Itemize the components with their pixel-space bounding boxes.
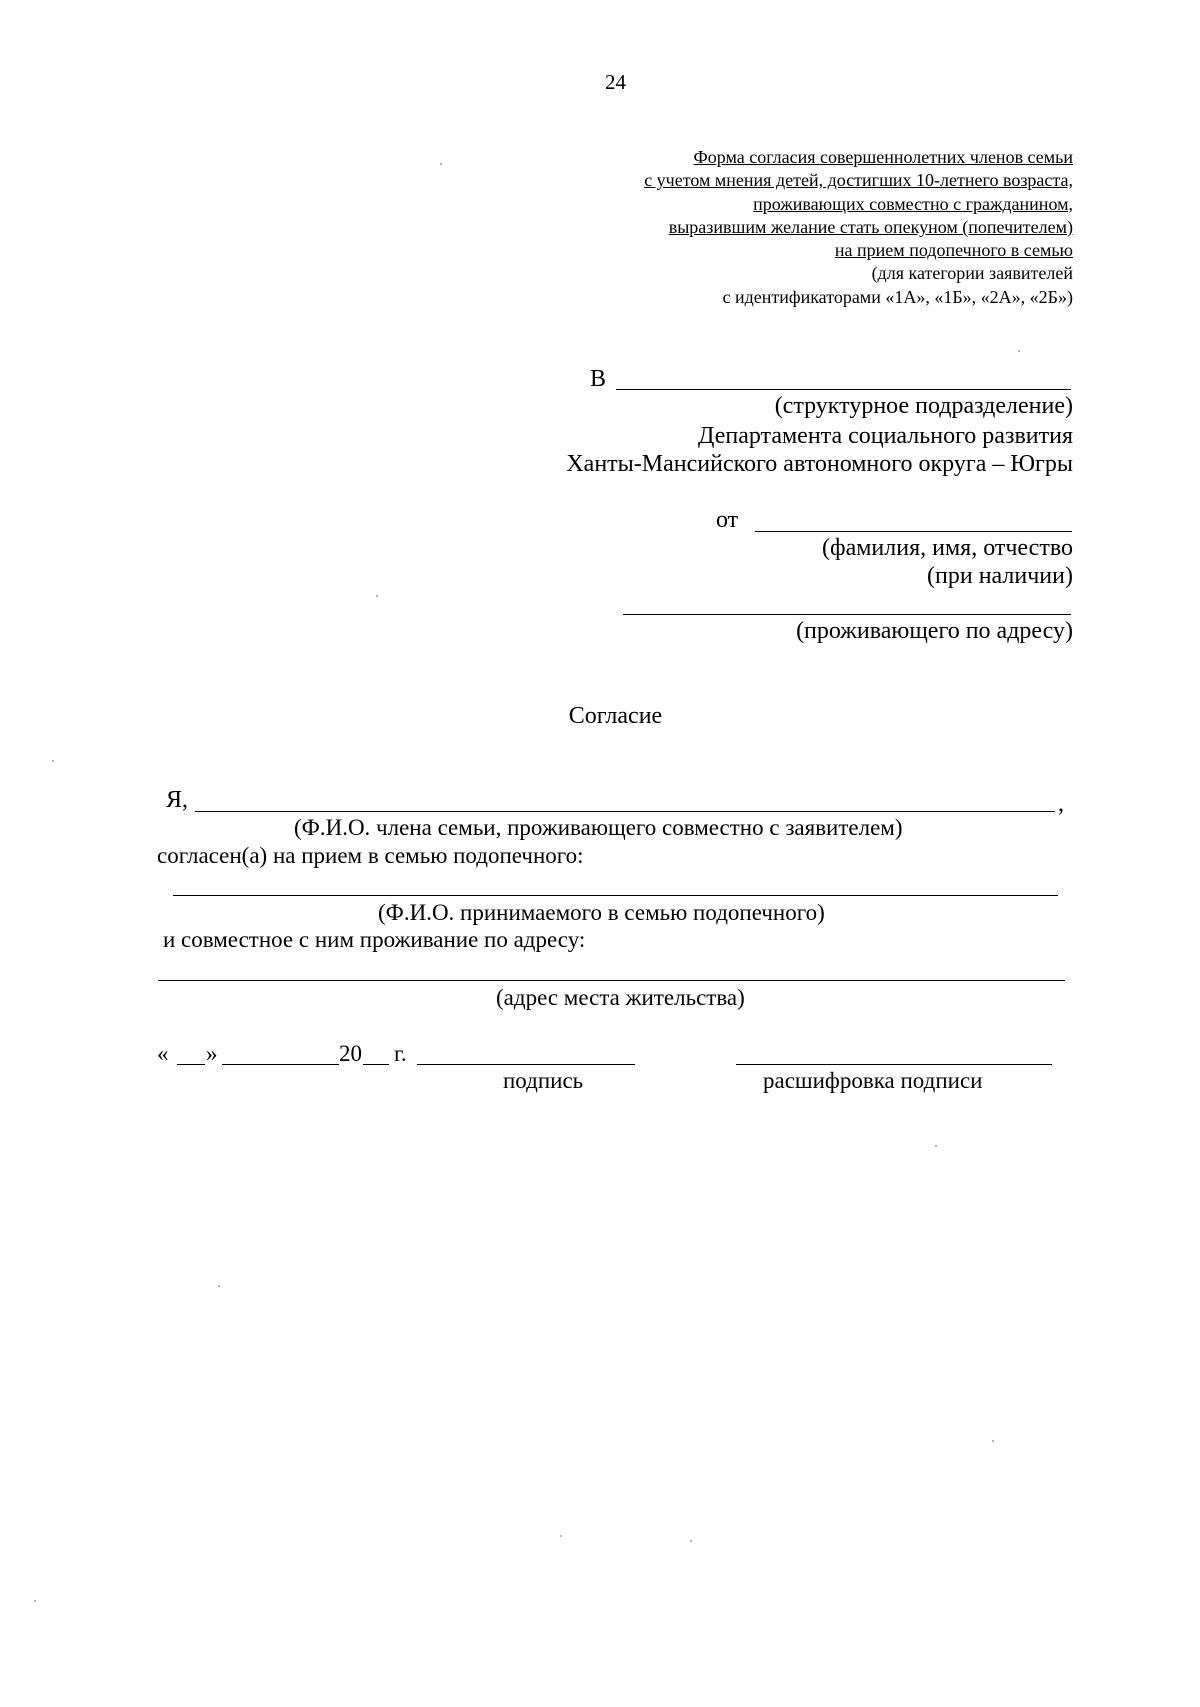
date-day-field[interactable] — [177, 1064, 205, 1065]
to-department-field[interactable] — [616, 389, 1071, 390]
address-caption: (адрес места жительства) — [496, 985, 745, 1010]
address-caption: (проживающего по адресу) — [796, 618, 1073, 644]
address-field[interactable] — [158, 980, 1065, 981]
document-title: Согласие — [568, 703, 663, 729]
form-title-line: выразившим желание стать опекуном (попечителем) — [668, 216, 1073, 237]
department-line: Департамента социального развития — [698, 423, 1073, 449]
signature-decoding-field[interactable] — [736, 1064, 1052, 1065]
scan-speck — [52, 760, 54, 762]
date-year-field[interactable] — [363, 1064, 389, 1065]
department-line: Ханты-Мансийского автономного округа – Югры — [566, 451, 1073, 477]
scan-speck — [690, 1540, 692, 1542]
scan-speck — [560, 1535, 562, 1537]
cohabitation-text: и совместное с ним проживание по адресу: — [163, 927, 586, 952]
form-title-line: Форма согласия совершеннолетних членов семьи — [693, 147, 1073, 167]
form-title — [644, 146, 1073, 309]
year-prefix: 20 — [339, 1041, 362, 1066]
to-prefix: В — [590, 366, 607, 392]
i-prefix: Я, — [166, 787, 189, 813]
form-title-line: проживающих совместно с гражданином, — [753, 193, 1073, 214]
from-caption: (фамилия, имя, отчество — [822, 535, 1073, 561]
date-month-field[interactable] — [222, 1064, 339, 1065]
scan-speck — [218, 1285, 220, 1287]
page-number: 24 — [605, 70, 626, 94]
member-name-field[interactable] — [195, 811, 1055, 812]
ward-caption: (Ф.И.О. принимаемого в семью подопечного) — [378, 900, 825, 925]
date-open-quote: « — [157, 1041, 169, 1066]
signature-caption: подпись — [503, 1068, 584, 1093]
date-close-quote: » — [206, 1041, 218, 1066]
form-category-line: (для категории заявителей — [871, 263, 1073, 284]
scan-speck — [376, 595, 378, 597]
signature-field[interactable] — [417, 1064, 635, 1065]
scan-speck — [440, 163, 442, 165]
form-title-line: на прием подопечного в семью — [834, 240, 1073, 261]
form-category-line: с идентификаторами «1А», «1Б», «2А», «2Б») — [722, 286, 1073, 307]
from-address-field[interactable] — [623, 614, 1071, 615]
decoding-caption: расшифровка подписи — [763, 1068, 983, 1093]
member-caption: (Ф.И.О. члена семьи, проживающего совместно с заявителем) — [294, 815, 903, 840]
i-suffix: , — [1058, 791, 1064, 817]
from-caption: (при наличии) — [927, 563, 1073, 589]
scan-speck — [34, 1600, 36, 1602]
consent-text: согласен(а) на прием в семью подопечного: — [157, 843, 584, 868]
scan-speck — [1018, 350, 1020, 352]
scan-speck — [935, 1145, 937, 1147]
year-suffix: г. — [394, 1041, 407, 1066]
form-title-line: с учетом мнения детей, достигших 10-летнего возраста, — [644, 170, 1073, 191]
scan-speck — [992, 1440, 994, 1442]
from-prefix: от — [716, 507, 739, 533]
ward-name-field[interactable] — [173, 895, 1058, 896]
from-name-field[interactable] — [755, 531, 1072, 532]
to-caption: (структурное подразделение) — [774, 393, 1073, 419]
